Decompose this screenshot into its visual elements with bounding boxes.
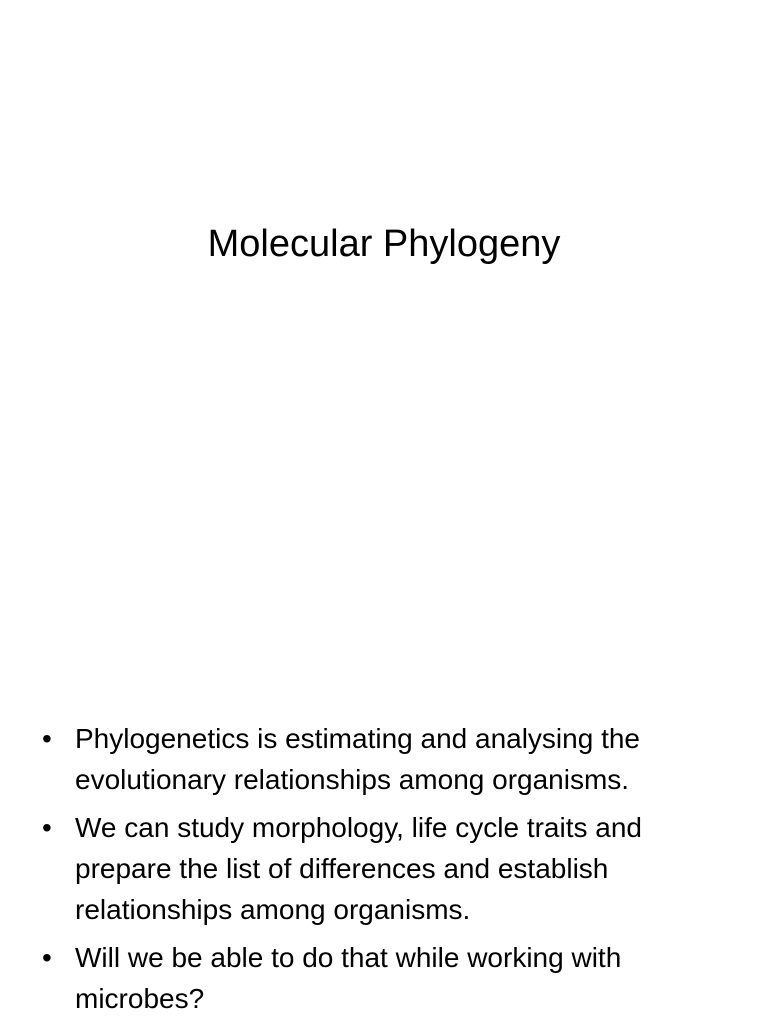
slide-title: Molecular Phylogeny [207, 223, 561, 265]
bullet-item [38, 937, 738, 1019]
bullet-icon: • [42, 942, 52, 973]
bullet-item [38, 807, 738, 930]
bullet-item [38, 718, 738, 800]
bullet-text: Will we be able to do that while working with microbes? [75, 942, 622, 1014]
bullet-icon: • [42, 723, 52, 754]
bullet-list [38, 718, 738, 1024]
bullet-text: We can study morphology, life cycle traits and prepare the list of differences and establish relationships among organisms. [75, 812, 642, 925]
bullet-icon: • [42, 812, 52, 843]
bullet-text: Phylogenetics is estimating and analysing the evolutionary relationships among organisms. [75, 723, 641, 795]
